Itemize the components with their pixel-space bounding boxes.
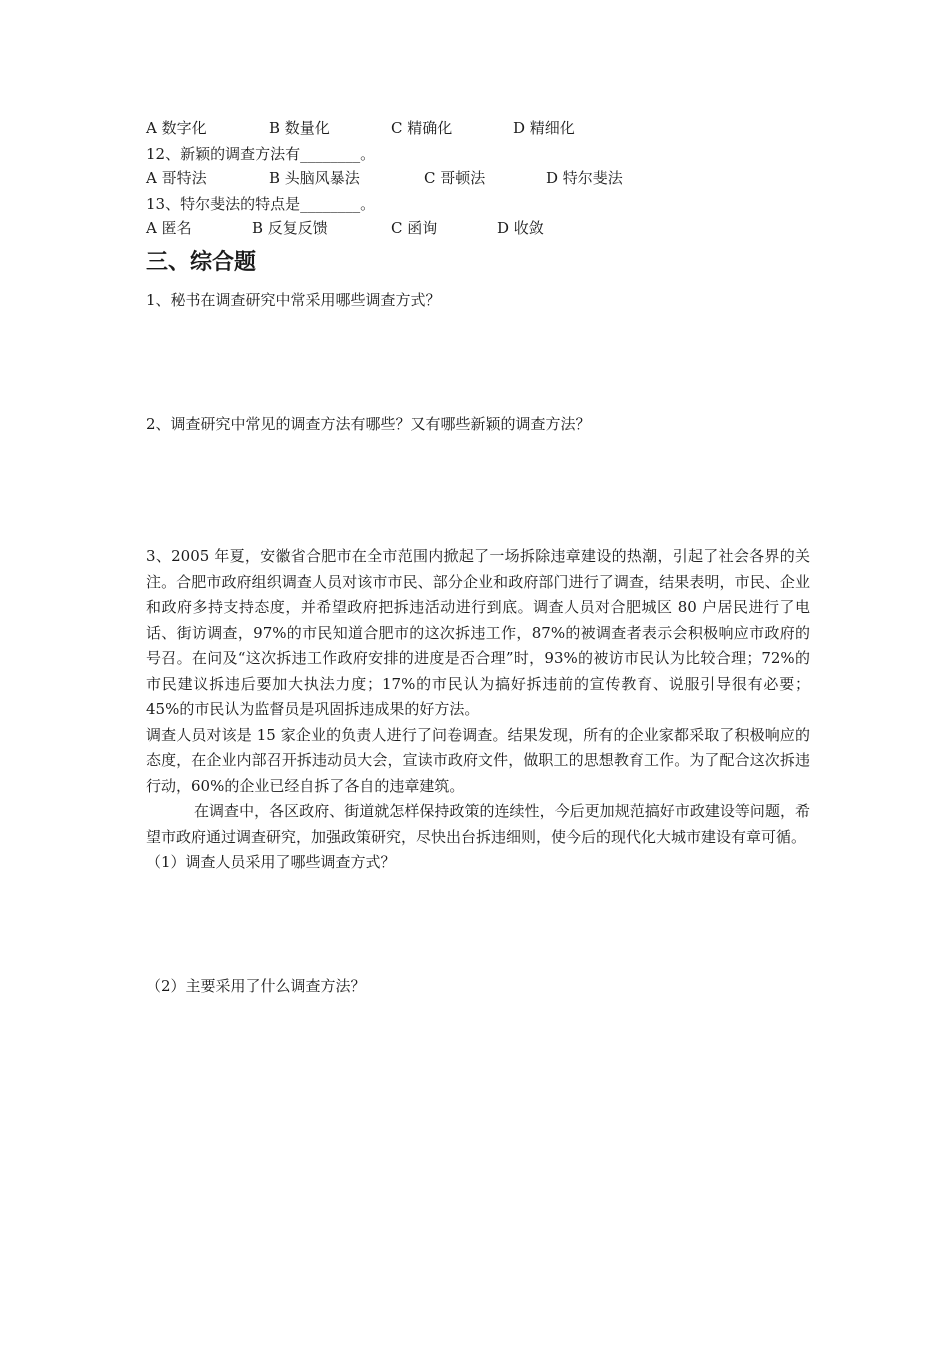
comp-question-1: 1、秘书在调查研究中常采用哪些调查方式？: [146, 291, 441, 309]
document-content: [146, 116, 814, 998]
answer-space-3: [146, 874, 814, 974]
q13-option-d: D 收敛: [497, 219, 544, 237]
answer-space-1: [146, 312, 814, 412]
comp-question-2: 2、调查研究中常见的调查方法有哪些？又有哪些新颖的调查方法？: [146, 415, 591, 433]
q12-option-b: B 头脑风暴法: [269, 169, 360, 187]
comp-question-3-sub-2: （2）主要采用了什么调查方法？: [146, 977, 366, 995]
q11-option-d: D 精细化: [513, 119, 575, 137]
q13-text: 13、特尔斐法的特点是________。: [146, 195, 376, 213]
q13-option-c: C 函询: [391, 219, 438, 237]
q13-option-b: B 反复反馈: [252, 219, 328, 237]
section-title: 三、综合题: [146, 250, 257, 275]
q12-option-a: A 哥特法: [146, 169, 207, 187]
answer-space-2: [146, 436, 814, 544]
q11-option-b: B 数量化: [269, 119, 330, 137]
comp-question-3-paragraph-3: 在调查中，各区政府、街道就怎样保持政策的连续性，今后更加规范搞好市政建设等问题，希望市政府通过调查研究，加强政策研究，尽快出台拆违细则，使今后的现代化大城市建设有章可循。: [146, 802, 810, 846]
q12-text: 12、新颖的调查方法有________。: [146, 145, 376, 163]
comp-question-3-sub-1: （1）调查人员采用了哪些调查方式？: [146, 853, 396, 871]
q11-options: [146, 116, 814, 140]
q12-option-c: C 哥顿法: [424, 169, 486, 187]
q12-option-d: D 特尔斐法: [546, 169, 623, 187]
q11-option-c: C 精确化: [391, 119, 453, 137]
q13-options: [146, 216, 814, 240]
q11-option-a: A 数字化: [146, 119, 207, 137]
comp-question-3-paragraph-1: 3、2005 年夏，安徽省合肥市在全市范围内掀起了一场拆除违章建设的热潮，引起了社会各界的关注。合肥市政府组织调查人员对该市市民、部分企业和政府部门进行了调查，结果表明，市民、企业和政府多持支持态度，并希望政府把拆违活动进行到底。调查人员对合肥城区 80 户居民进行了电话、街访调查，97%的市民知道合肥市的这次拆违工作，87%的被调查者表示会积极响应市政府的号召。在问及“这次拆违工作政府安排的进度是否合理”时，93%的被访市民认为比较合理；72%的市民建议拆违后要加大执法力度；17%的市民认为搞好拆违前的宣传教育、说服引导很有必要；45%的市民认为监督员是巩固拆违成果的好方法。: [146, 547, 810, 718]
q12-options: [146, 166, 814, 190]
q13-option-a: A 匿名: [146, 219, 192, 237]
comp-question-3-paragraph-2: 调查人员对该是 15 家企业的负责人进行了问卷调查。结果发现，所有的企业家都采取了积极响应的态度，在企业内部召开拆违动员大会，宣读市政府文件，做职工的思想教育工作。为了配合这次拆违行动，60%的企业已经自拆了各自的违章建筑。: [146, 725, 810, 795]
